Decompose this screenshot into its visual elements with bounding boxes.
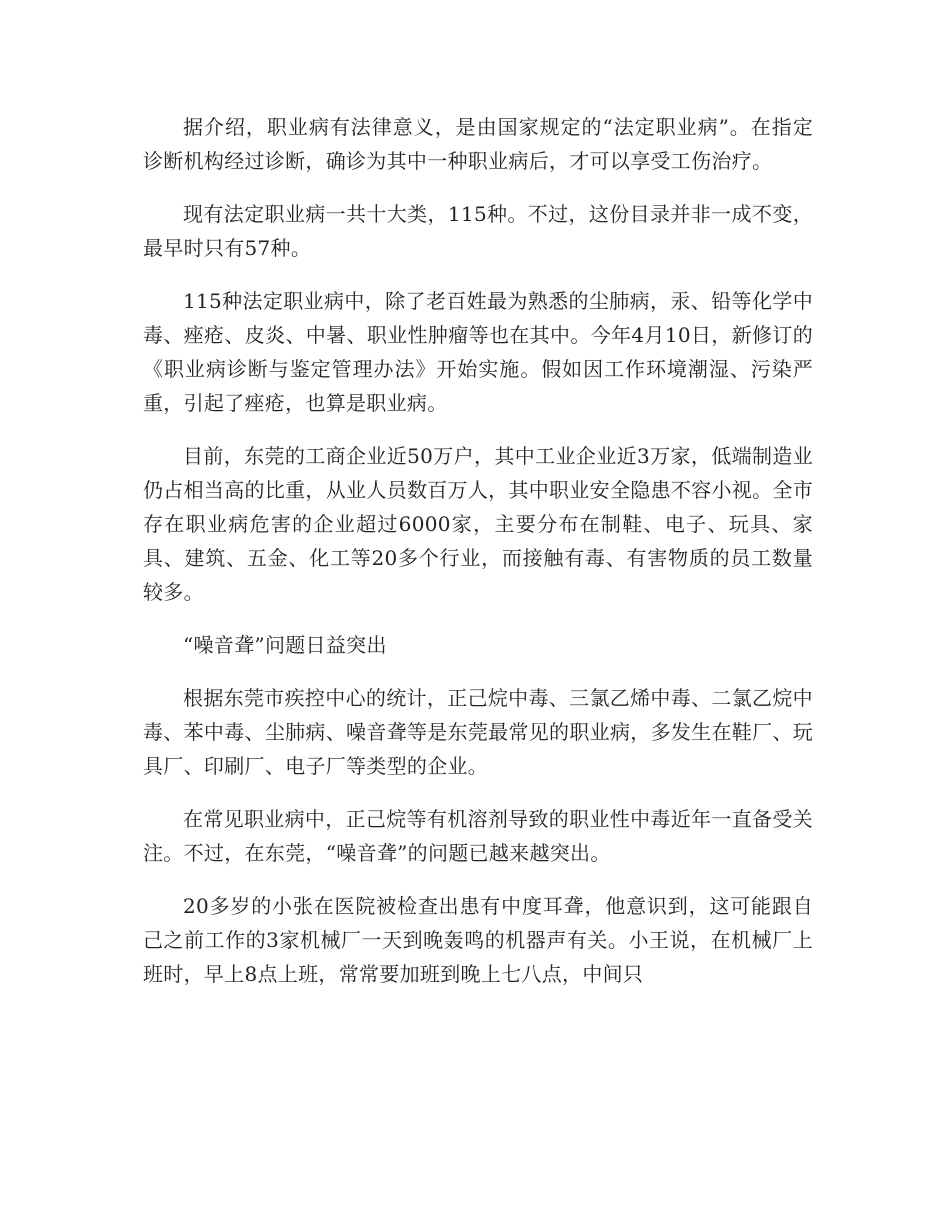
paragraph-dongguan-enterprises: 目前，东莞的工商企业近50万户，其中工业企业近3万家，低端制造业仍占相当高的比重，从业人员数百万人，其中职业安全隐患不容小视。全市存在职业病危害的企业超过6000家，主要分布在制鞋、电子、玩具、家具、建筑、五金、化工等20多个行业，而接触有毒、有害物质的员工数量较多。 <box>143 444 813 604</box>
paragraph-case-xiao-zhang: 20多岁的小张在医院被检查出患有中度耳聋，他意识到，这可能跟自己之前工作的3家机械厂一天到晚轰鸣的机器声有关。小王说，在机械厂上班时，早上8点上班，常常要加班到晚上七八点，中间只 <box>143 894 813 986</box>
paragraph-disease-list: 115种法定职业病中，除了老百姓最为熟悉的尘肺病，汞、铅等化学中毒、痤疮、皮炎、中暑、职业性肿瘤等也在其中。今年4月10日，新修订的《职业病诊断与鉴定管理办法》开始实施。假如因工作环境潮湿、污染严重，引起了痤疮，也算是职业病。 <box>143 289 813 415</box>
article-body <box>143 110 813 1010</box>
section-heading-noise-deafness: “噪音聋”问题日益突出 <box>183 633 387 657</box>
paragraph-solvent-poisoning: 在常见职业病中，正己烷等有机溶剂导致的职业性中毒近年一直备受关注。不过，在东莞，“噪音聋”的问题已越来越突出。 <box>143 807 813 865</box>
paragraph-disease-categories: 现有法定职业病一共十大类，115种。不过，这份目录并非一成不变，最早时只有57种。 <box>143 202 813 260</box>
paragraph-occupational-disease-definition: 据介绍，职业病有法律意义，是由国家规定的“法定职业病”。在指定诊断机构经过诊断，确诊为其中一种职业病后，才可以享受工伤治疗。 <box>143 115 813 173</box>
paragraph-common-diseases: 根据东莞市疾控中心的统计，正己烷中毒、三氯乙烯中毒、二氯乙烷中毒、苯中毒、尘肺病、噪音聋等是东莞最常见的职业病，多发生在鞋厂、玩具厂、印刷厂、电子厂等类型的企业。 <box>143 686 813 778</box>
